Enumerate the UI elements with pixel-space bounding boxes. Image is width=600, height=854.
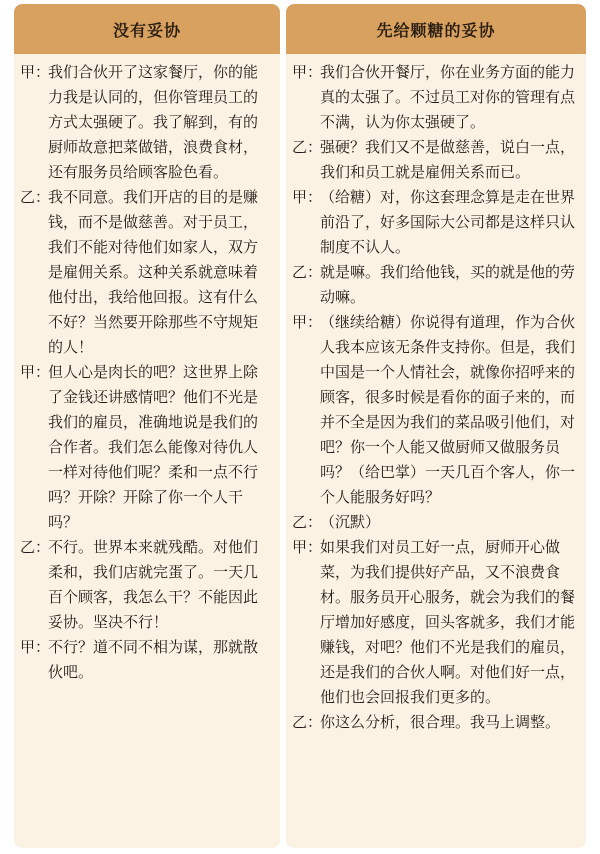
speaker-label: 乙： <box>292 513 323 531</box>
speaker-label: 乙： <box>20 538 51 556</box>
speaker-label: 乙： <box>292 138 323 156</box>
dialogue-text: 我们合伙开了这家餐厅，你的能力我是认同的，但你管理员工的方式太强硬了。我了解到，有的厨师故意把菜做错，浪费食材，还有服务员给顾客脸色看。 <box>48 63 259 181</box>
dialogue-text: 你这么分析，很合理。我马上调整。 <box>320 713 561 731</box>
dialogue-turn <box>292 535 580 710</box>
dialogue-text: 强硬？我们又不是做慈善，说白一点，我们和员工就是雇佣关系而已。 <box>320 138 576 181</box>
dialogue-turn <box>292 185 580 260</box>
dialogue-text: 我们合伙开餐厅，你在业务方面的能力真的太强了。不过员工对你的管理有点不满，认为你太强硬了。 <box>320 63 576 131</box>
speaker-label: 乙： <box>20 188 51 206</box>
dialogue-turn <box>20 535 272 635</box>
dialogue-turn <box>20 635 272 685</box>
dialogue-turn <box>20 185 272 360</box>
speaker-label: 甲： <box>20 363 51 381</box>
dialogue-text: 不行？道不同不相为谋，那就散伙吧。 <box>48 638 259 681</box>
dialogue-text: 如果我们对员工好一点，厨师开心做菜，为我们提供好产品，又不浪费食材。服务员开心服务，就会为我们的餐厅增加好感度，回头客就多，我们才能赚钱，对吧？他们不光是我们的雇员，还是我们的合伙人啊。对他们好一点，他们也会回报我们更多的。 <box>320 538 576 706</box>
speaker-label: 甲： <box>292 313 323 331</box>
dialogue-turn <box>292 710 580 735</box>
speaker-label: 乙： <box>292 263 323 281</box>
speaker-label: 乙： <box>292 713 323 731</box>
speaker-label: 甲： <box>292 63 323 81</box>
speaker-label: 甲： <box>292 188 323 206</box>
dialogue-text: （继续给糖）你说得有道理，作为合伙人我本应该无条件支持你。但是，我们中国是一个人情社会，就像你招呼来的顾客，很多时候是看你的面子来的，而并不全是因为我们的菜品吸引他们，对吧？你一个人能又做厨师又做服务员吗？（给巴掌）一天几百个客人，你一个人能服务好吗？ <box>320 313 576 506</box>
dialogue-turn <box>292 135 580 185</box>
dialogue-turn <box>292 60 580 135</box>
column-no-compromise <box>14 4 280 848</box>
dialogue-text: （给糖）对，你这套理念算是走在世界前沿了，好多国际大公司都是这样只认制度不认人。 <box>320 188 576 256</box>
dialogue-list-left <box>14 54 280 685</box>
speaker-label: 甲： <box>292 538 323 556</box>
dialogue-turn <box>292 510 580 535</box>
speaker-label: 甲： <box>20 63 51 81</box>
dialogue-text: （沉默） <box>320 513 381 531</box>
dialogue-turn <box>292 260 580 310</box>
dialogue-turn <box>20 360 272 535</box>
column-header-candy-first-compromise: 先给颗糖的妥协 <box>286 4 586 54</box>
column-header-no-compromise: 没有妥协 <box>14 4 280 54</box>
speaker-label: 甲： <box>20 638 51 656</box>
dialogue-text: 就是嘛。我们给他钱，买的就是他的劳动嘛。 <box>320 263 576 306</box>
dialogue-text: 但人心是肉长的吧？这世界上除了金钱还讲感情吧？他们不光是我们的雇员，准确地说是我们的合作者。我们怎么能像对待仇人一样对待他们呢？柔和一点不行吗？开除？开除了你一个人干吗？ <box>48 363 259 531</box>
dialogue-text: 不行。世界本来就残酷。对他们柔和，我们店就完蛋了。一天几百个顾客，我怎么干？不能因此妥协。坚决不行！ <box>48 538 259 631</box>
dialogue-list-right <box>286 54 586 735</box>
dialogue-turn <box>292 310 580 510</box>
dialogue-turn <box>20 60 272 185</box>
column-candy-first-compromise <box>286 4 586 848</box>
dialogue-text: 我不同意。我们开店的目的是赚钱，而不是做慈善。对于员工，我们不能对待他们如家人，双方是雇佣关系。这种关系就意味着他付出，我给他回报。这有什么不好？当然要开除那些不守规矩的人！ <box>48 188 259 356</box>
